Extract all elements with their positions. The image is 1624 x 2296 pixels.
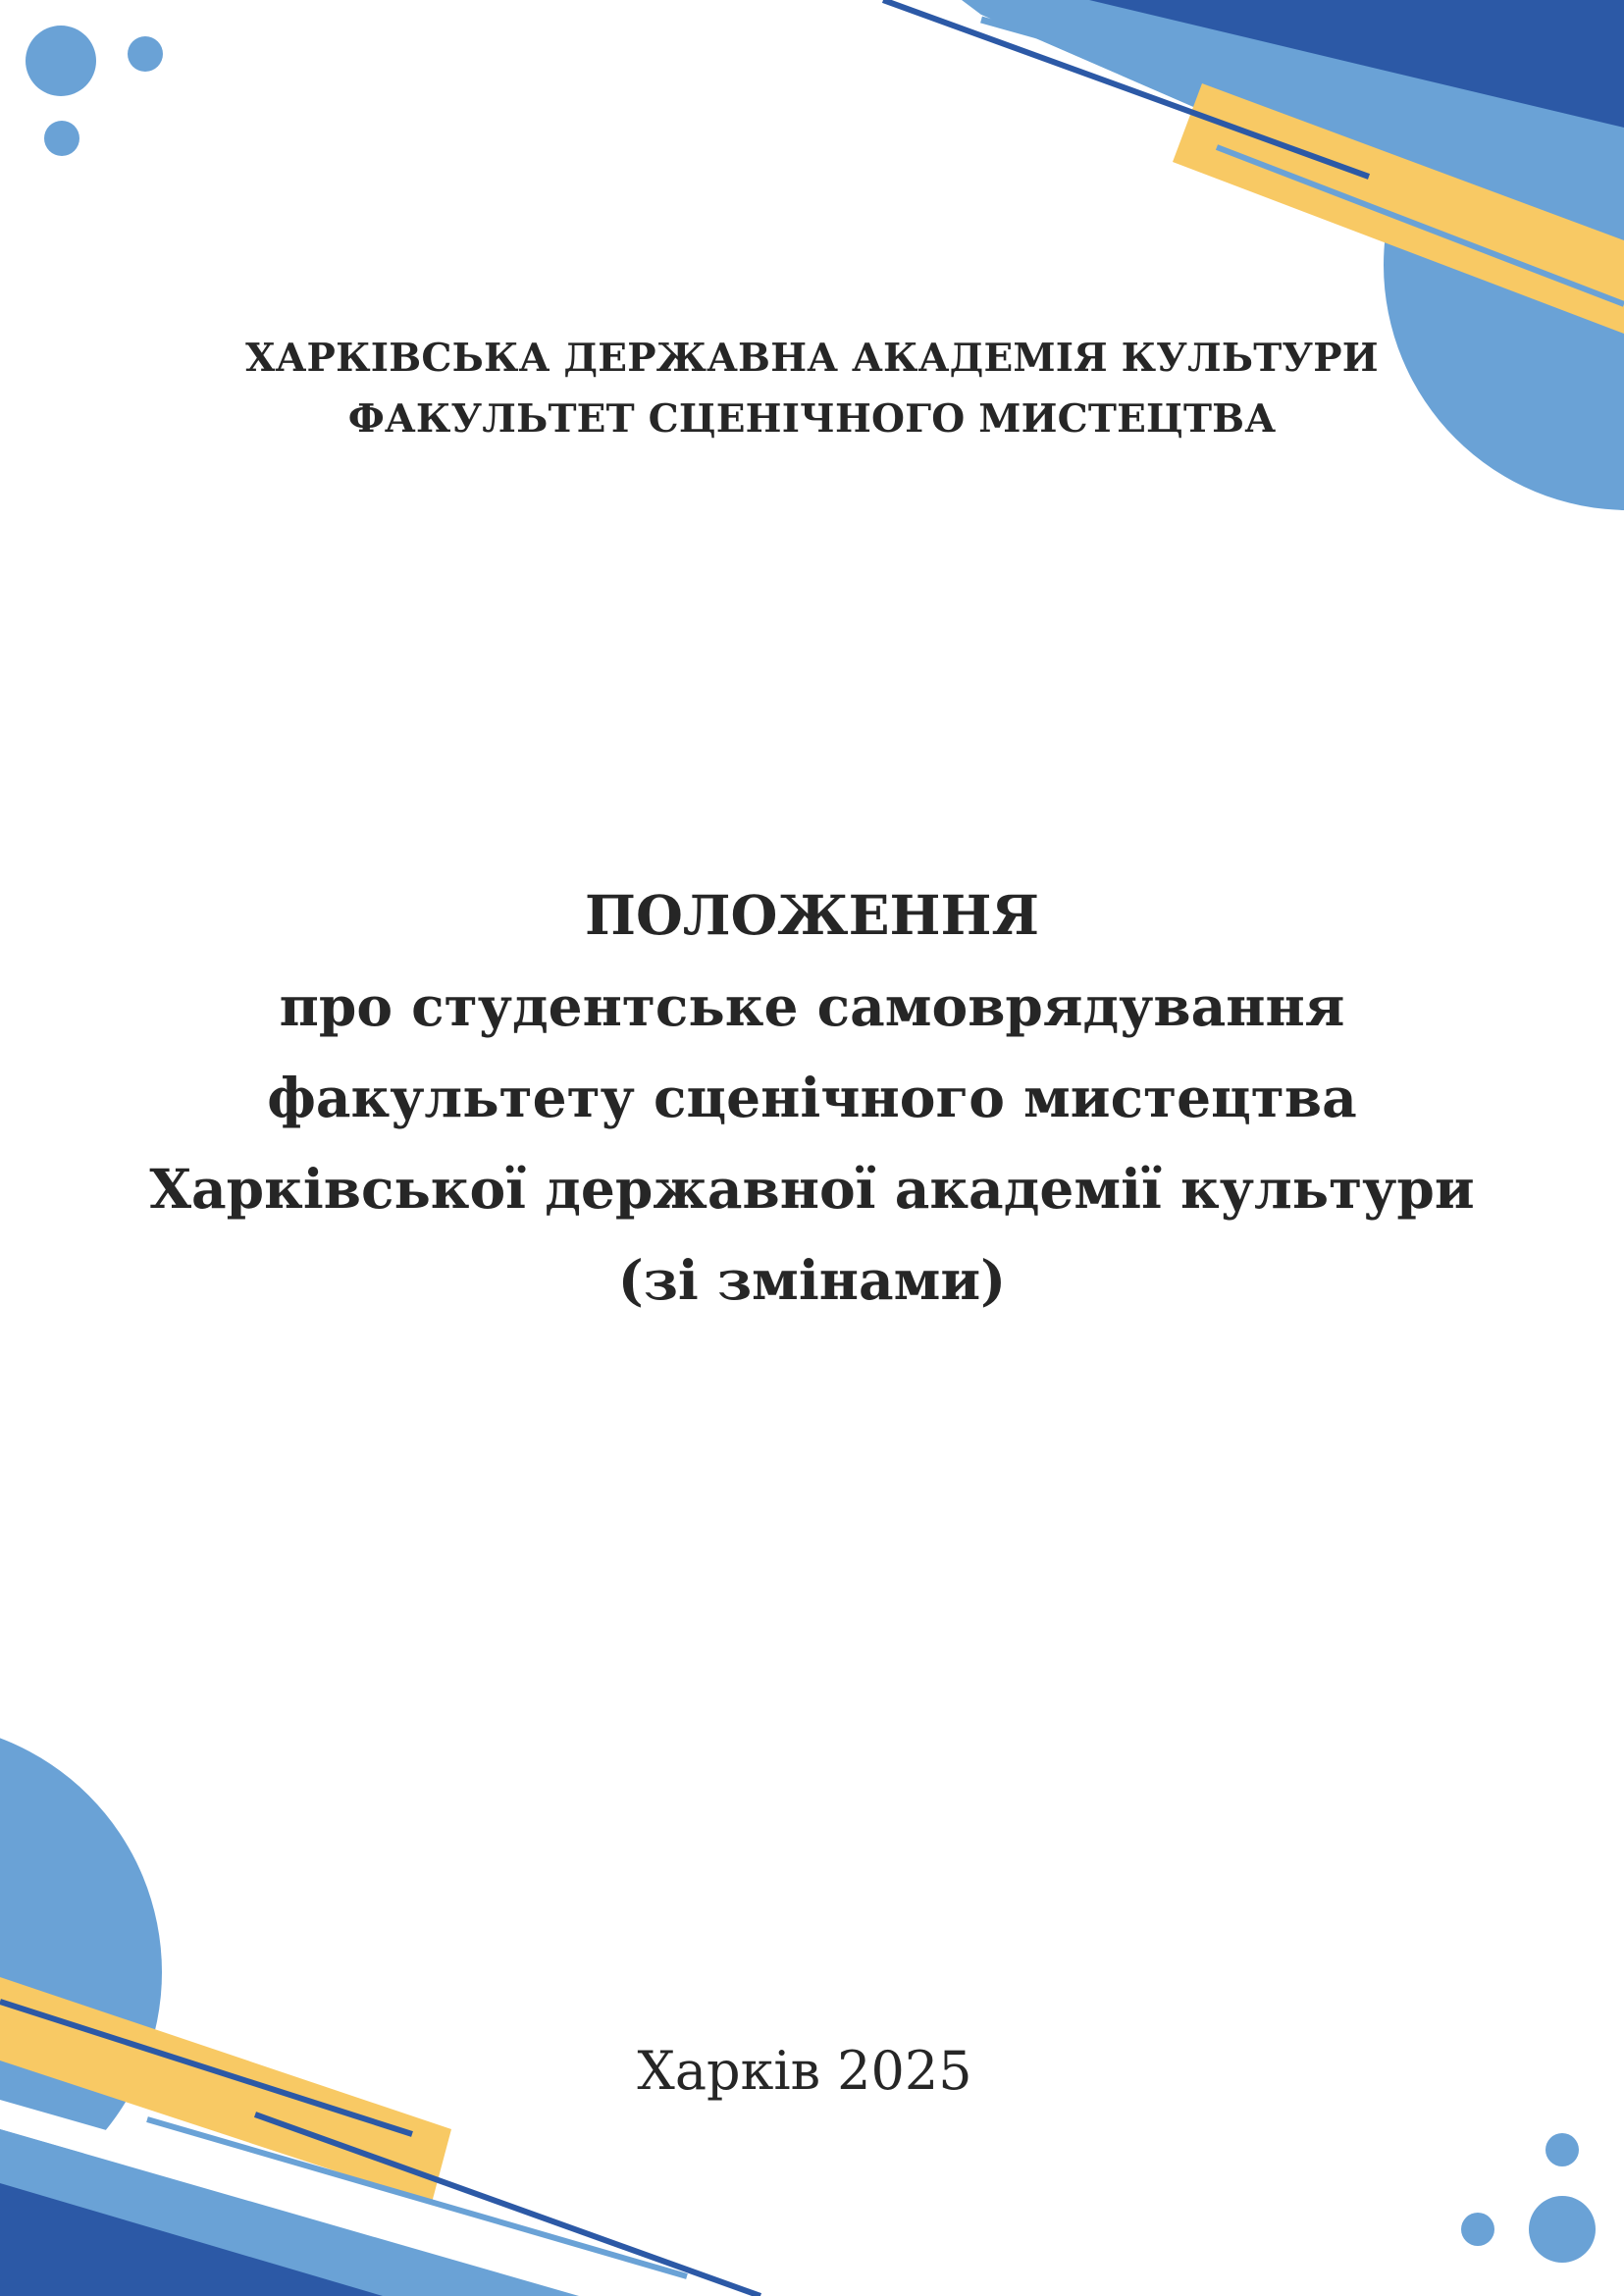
decor-dot-small [1461, 2213, 1494, 2246]
title-line-5: (зі змінами) [617, 1248, 1007, 1312]
title-line-2: про студентське самоврядування [279, 974, 1345, 1038]
document-title [0, 869, 1624, 1326]
place-year: Харків 2025 [637, 2040, 972, 2102]
decor-dot-small [44, 121, 79, 156]
decor-dot-large [26, 26, 96, 96]
title-line-4: Харківської державної академії культури [149, 1157, 1475, 1221]
faculty-name: ФАКУЛЬТЕТ СЦЕНІЧНОГО МИСТЕЦТВА [347, 396, 1277, 442]
decor-dot-small [1545, 2133, 1579, 2166]
title-line-1: ПОЛОЖЕННЯ [585, 883, 1039, 947]
title-line-3: факультету сценічного мистецтва [267, 1066, 1357, 1129]
academy-name: ХАРКІВСЬКА ДЕРЖАВНА АКАДЕМІЯ КУЛЬТУРИ [245, 336, 1379, 381]
decor-dot-large [1529, 2196, 1596, 2263]
institution-header [0, 328, 1624, 449]
decor-dot-small [128, 36, 163, 72]
